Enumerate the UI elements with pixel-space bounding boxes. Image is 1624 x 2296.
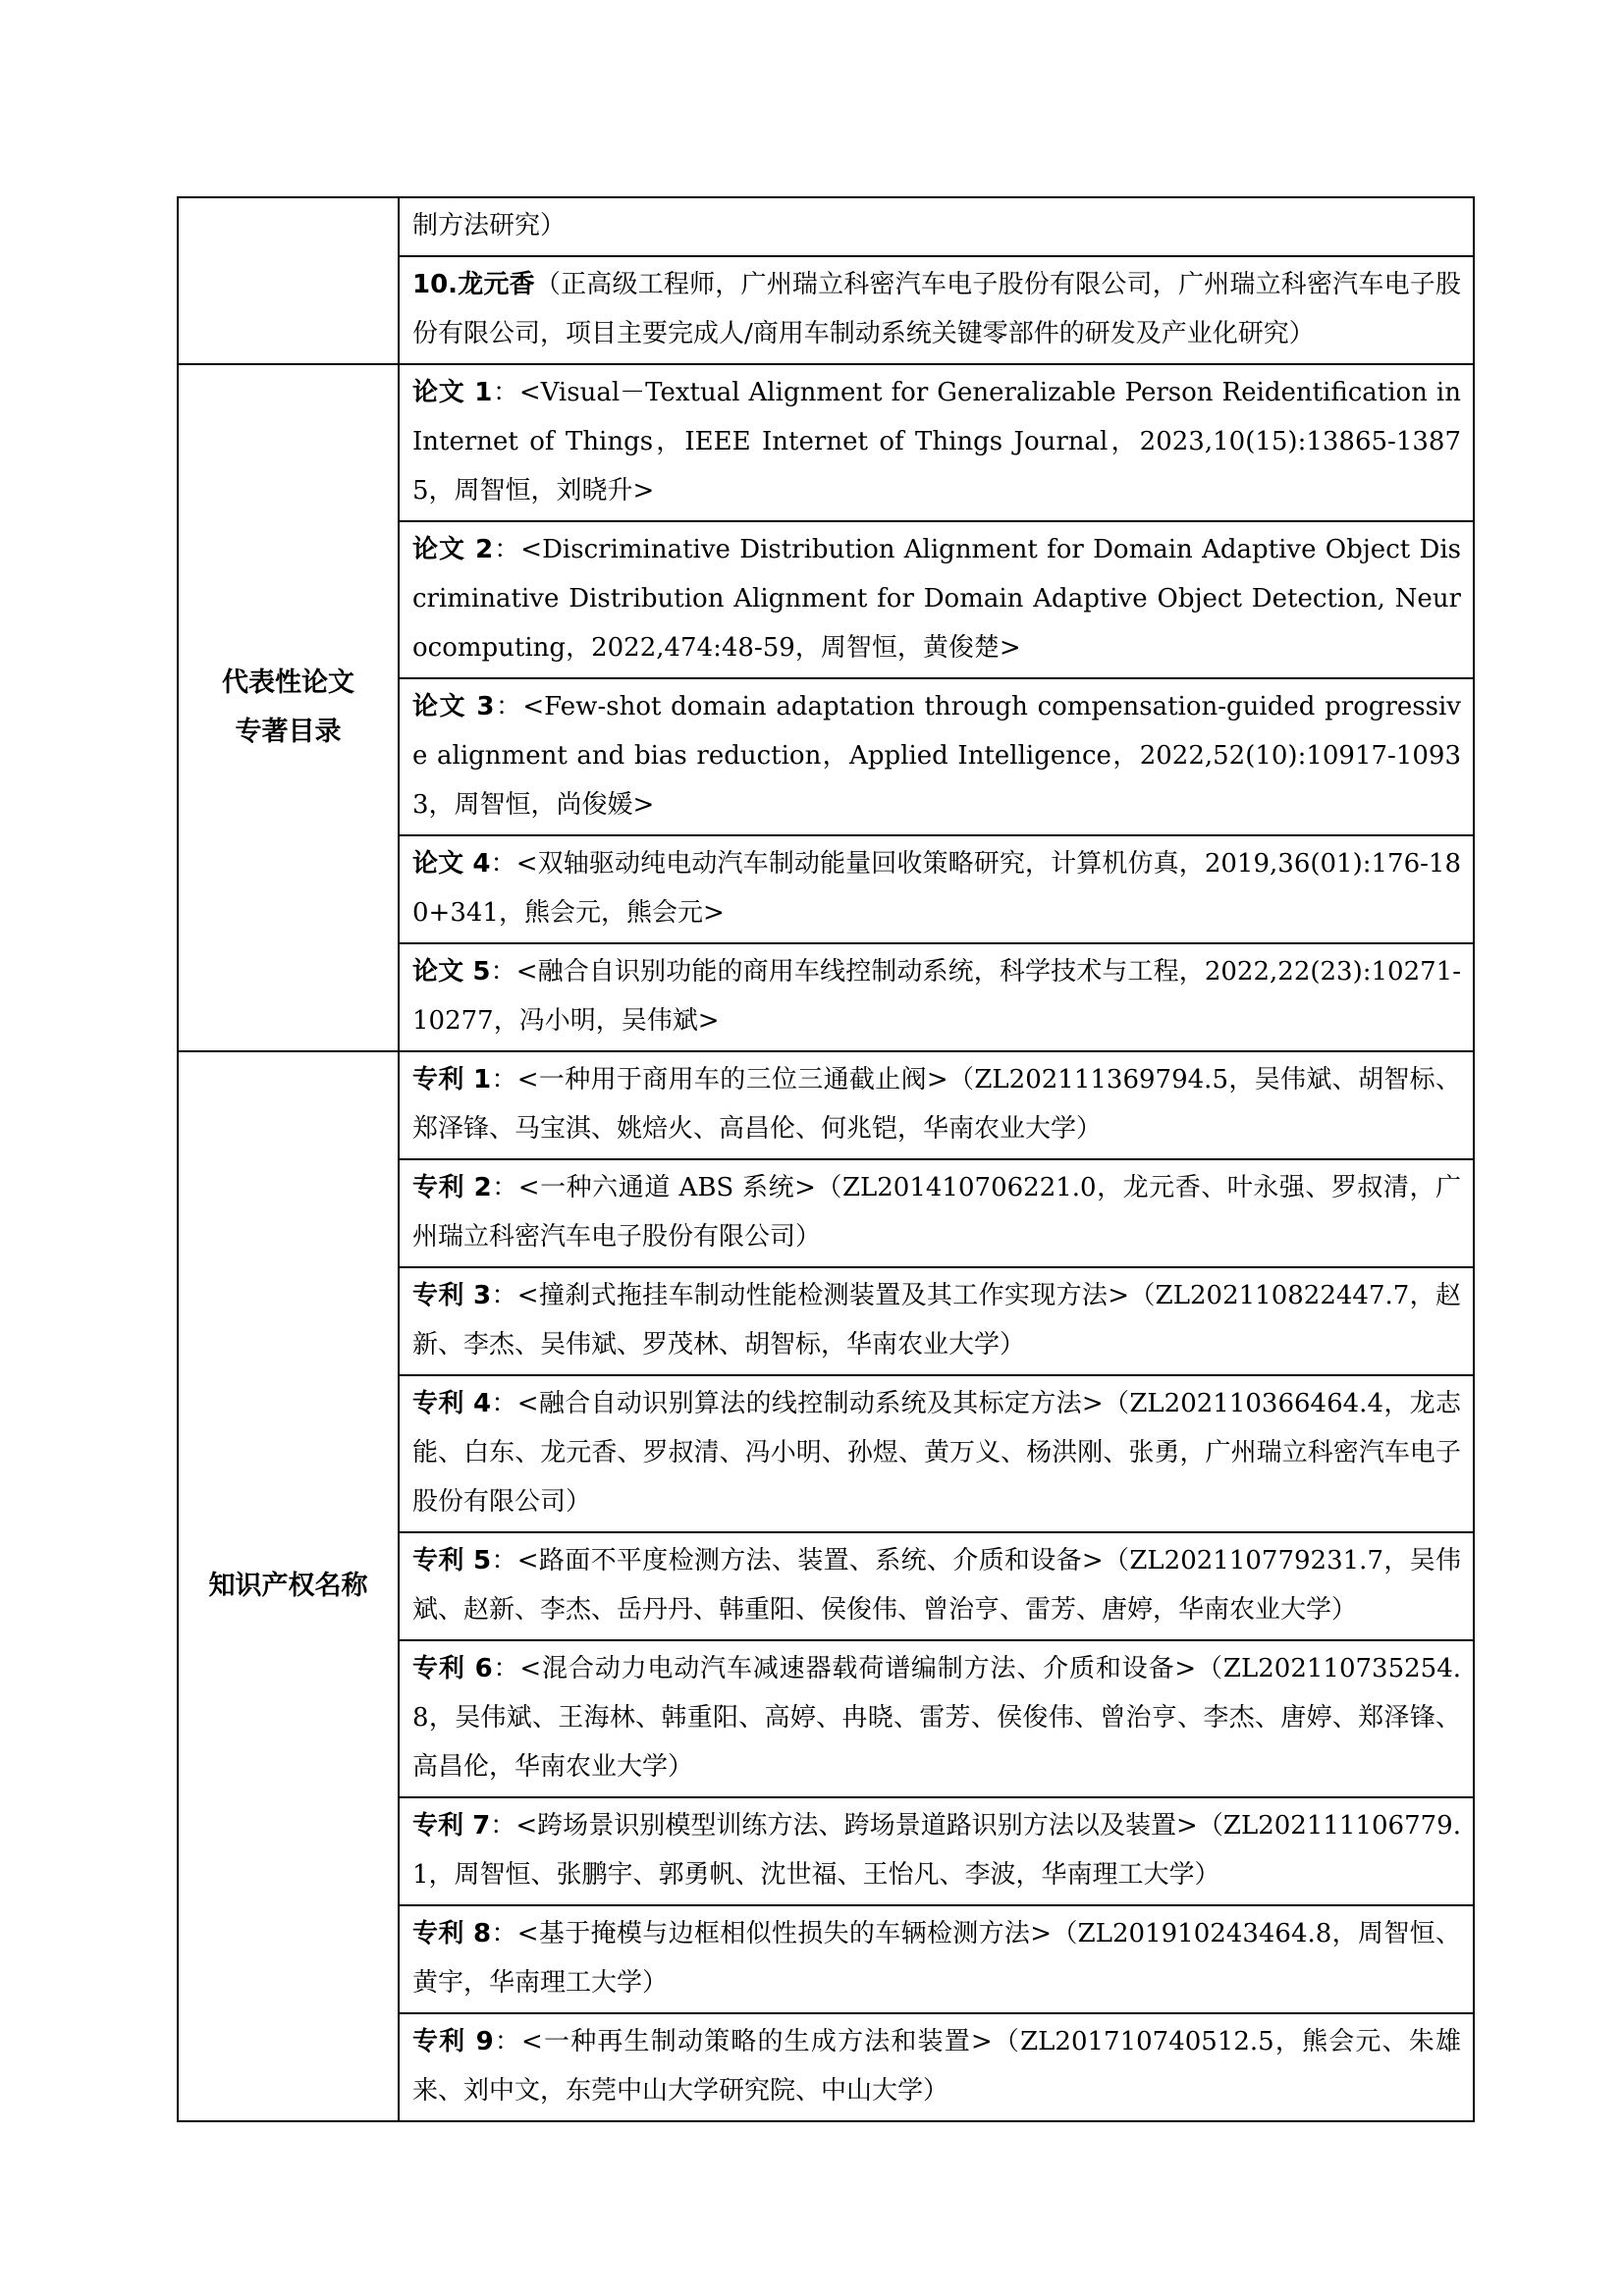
paper-cell — [399, 521, 1474, 678]
entry-prefix: 专利 9 — [412, 2027, 494, 2056]
entry-text: ：<基于掩模与边框相似性损失的车辆检测方法>（ZL201910243464.8，周智恒、黄宇，华南理工大学） — [412, 1919, 1461, 1998]
section-label-line: 知识产权名称 — [208, 1571, 368, 1601]
entry-text: ：<一种再生制动策略的生成方法和装置>（ZL201710740512.5，熊会元、朱雄来、刘中文，东莞中山大学研究院、中山大学） — [412, 2027, 1461, 2106]
patent-cell — [399, 1532, 1474, 1640]
entry-prefix: 专利 3 — [412, 1281, 492, 1310]
entry-text: ：<路面不平度检测方法、装置、系统、介质和设备>（ZL202110779231.7，吴伟斌、赵新、李杰、岳丹丹、韩重阳、侯俊伟、曾治亨、雷芳、唐婷，华南农业大学） — [412, 1546, 1461, 1625]
entry-prefix: 10.龙元香 — [412, 270, 535, 299]
section-label-line: 代表性论文 — [222, 667, 354, 698]
entry-prefix: 论文 2 — [412, 535, 494, 564]
entry-prefix: 论文 5 — [412, 957, 491, 987]
entry-prefix: 专利 7 — [412, 1811, 491, 1841]
text-cell — [399, 256, 1474, 364]
entry-prefix: 论文 4 — [412, 849, 491, 879]
table-row — [178, 197, 1474, 256]
section-label-line: 专著目录 — [235, 717, 342, 747]
patent-cell — [399, 1159, 1474, 1267]
entry-text: ：<融合自动识别算法的线控制动系统及其标定方法>（ZL202110366464.4，龙志能、白东、龙元香、罗叔清、冯小明、孙煜、黄万义、杨洪刚、张勇，广州瑞立科密汽车电子股份有限公司） — [412, 1389, 1461, 1517]
patent-cell — [399, 1375, 1474, 1532]
entry-text: ：<撞刹式拖挂车制动性能检测装置及其工作实现方法>（ZL202110822447.7，赵新、李杰、吴伟斌、罗茂林、胡智标，华南农业大学） — [412, 1281, 1461, 1360]
entry-text: ：<一种六通道 ABS 系统>（ZL201410706221.0，龙元香、叶永强、罗叔清，广州瑞立科密汽车电子股份有限公司） — [412, 1173, 1461, 1252]
entry-prefix: 论文 1 — [412, 378, 493, 407]
section-label-empty — [178, 197, 399, 364]
paper-cell — [399, 364, 1474, 521]
entry-text: ：<一种用于商用车的三位三通截止阀>（ZL202111369794.5，吴伟斌、胡智标、郑泽锋、马宝淇、姚焙火、高昌伦、何兆铠，华南农业大学） — [412, 1065, 1461, 1144]
patent-cell — [399, 1051, 1474, 1159]
entry-prefix: 专利 1 — [412, 1065, 492, 1095]
entry-text: ：<混合动力电动汽车减速器载荷谱编制方法、介质和设备>（ZL202110735254.8，吴伟斌、王海林、韩重阳、高婷、冉晓、雷芳、侯俊伟、曾治亨、李杰、唐婷、郑泽锋、高昌伦，华南农业大学） — [412, 1654, 1461, 1782]
table-row — [178, 364, 1474, 521]
paper-cell — [399, 943, 1474, 1051]
patent-cell — [399, 2013, 1474, 2121]
entry-text: ：<Few-shot domain adaptation through compensation-guided progressive alignment and bias reduction，Applied Intelligence，2022,52(10):10917-10933，周智恒，尚俊媛> — [412, 692, 1461, 820]
entry-text: ：<跨场景识别模型训练方法、跨场景道路识别方法以及装置>（ZL202111106779.1，周智恒、张鹏宇、郭勇帆、沈世福、王怡凡、李波，华南理工大学） — [412, 1811, 1461, 1890]
patent-cell — [399, 1640, 1474, 1797]
entry-prefix: 专利 8 — [412, 1919, 492, 1949]
entry-prefix: 专利 4 — [412, 1389, 492, 1418]
entry-prefix: 专利 5 — [412, 1546, 492, 1575]
paper-cell — [399, 835, 1474, 943]
entry-text: ：<融合自识别功能的商用车线控制动系统，科学技术与工程，2022,22(23):10271-10277，冯小明，吴伟斌> — [412, 957, 1461, 1036]
entry-prefix: 专利 6 — [412, 1654, 493, 1683]
document-table — [177, 196, 1475, 2122]
section-label-papers — [178, 364, 399, 1051]
entry-text: ：<Discriminative Distribution Alignment for Domain Adaptive Object Discriminative Distribution Alignment for Domain Adaptive Object Detection, Neurocomputing，2022,474:48-59，周智恒，黄俊楚> — [412, 535, 1461, 663]
entry-text: ：<双轴驱动纯电动汽车制动能量回收策略研究，计算机仿真，2019,36(01):176-180+341，熊会元，熊会元> — [412, 849, 1461, 928]
table-row — [178, 1051, 1474, 1159]
entry-text: ：<Visual－Textual Alignment for Generalizable Person Reidentification in Internet of Things，IEEE Internet of Things Journal，2023,10(15):13865-13875，周智恒，刘晓升> — [412, 378, 1461, 506]
patent-cell — [399, 1905, 1474, 2013]
entry-prefix: 论文 3 — [412, 692, 495, 721]
section-label-patents — [178, 1051, 399, 2121]
patent-cell — [399, 1797, 1474, 1905]
entry-text: （正高级工程师，广州瑞立科密汽车电子股份有限公司，广州瑞立科密汽车电子股份有限公司，项目主要完成人/商用车制动系统关键零部件的研发及产业化研究） — [412, 270, 1461, 348]
paper-cell — [399, 678, 1474, 835]
entry-text: 制方法研究） — [412, 211, 567, 240]
text-cell — [399, 197, 1474, 256]
entry-prefix: 专利 2 — [412, 1173, 492, 1202]
patent-cell — [399, 1267, 1474, 1375]
